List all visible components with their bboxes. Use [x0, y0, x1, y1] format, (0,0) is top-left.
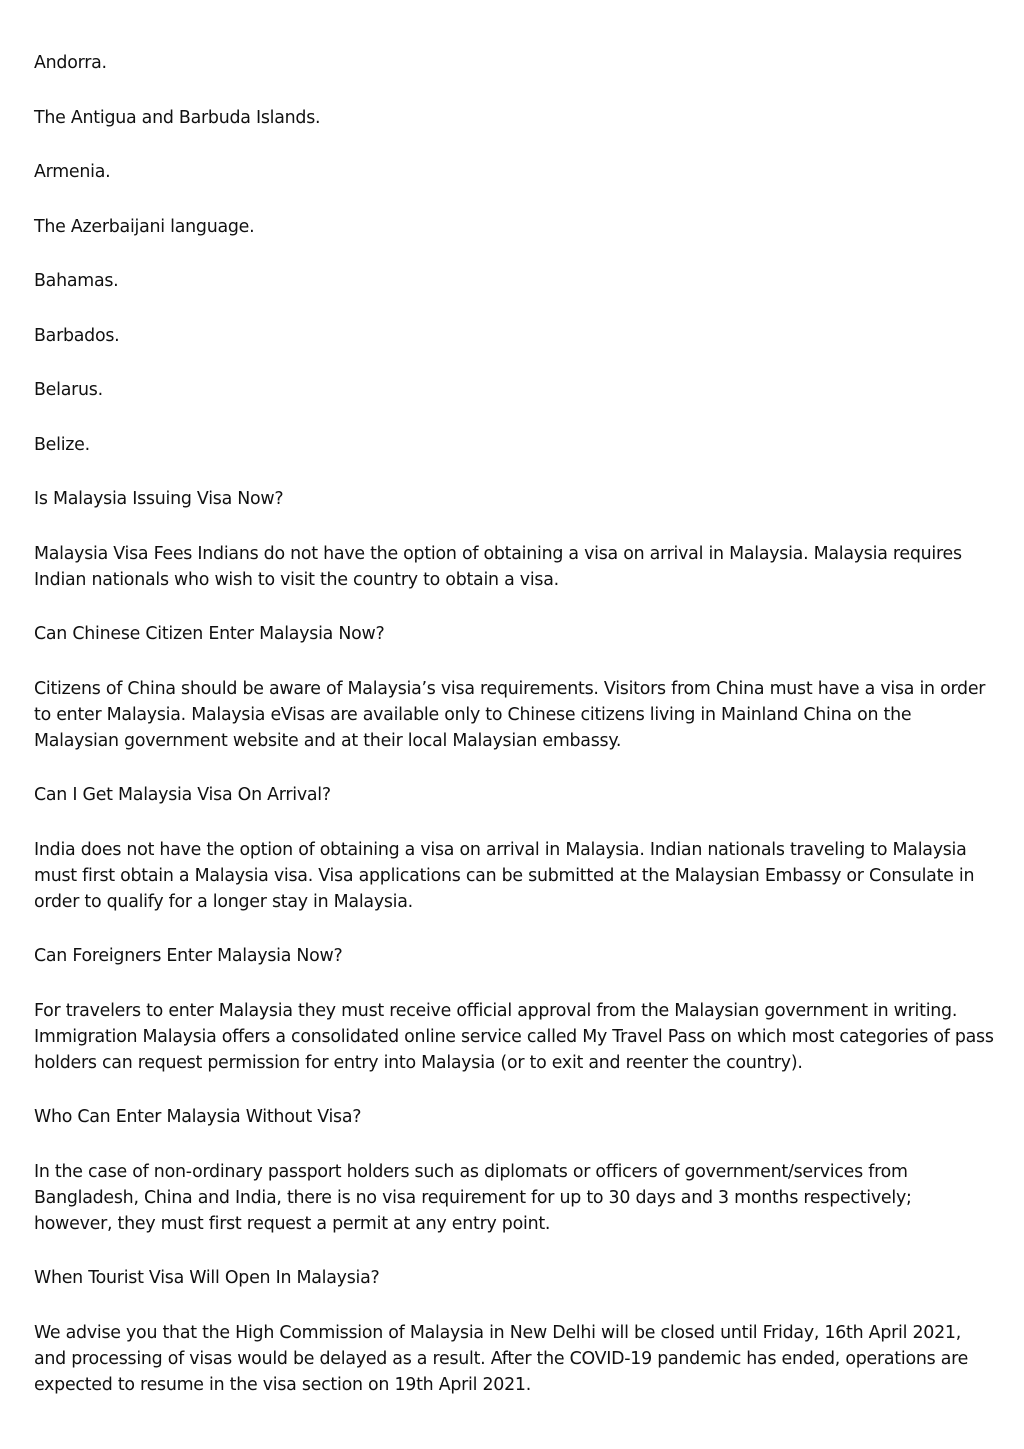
- answer-without-visa: In the case of non-ordinary passport holders such as diplomats or officers of government/services from Bangladesh, China and India, there is no visa requirement for up to 30 days and 3 months respectively; however, they must first request a permit at any entry point.: [34, 1161, 912, 1234]
- question-foreigners-enter: Can Foreigners Enter Malaysia Now?: [34, 946, 343, 966]
- answer-foreigners-enter: For travelers to enter Malaysia they must receive official approval from the Malaysian government in writing. Immigration Malaysia offers a consolidated online service called My Travel Pass on which most categories of pass holders can request permission for entry into Malaysia (or to exit and reenter the country).: [34, 1000, 994, 1073]
- answer-visa-on-arrival: India does not have the option of obtaining a visa on arrival in Malaysia. Indian nationals traveling to Malaysia must first obtain a Malaysia visa. Visa applications can be submitted at the Malaysian Embassy or Consulate in order to qualify for a longer stay in Malaysia.: [34, 839, 975, 912]
- answer-tourist-visa-open: We advise you that the High Commission of Malaysia in New Delhi will be closed until Friday, 16th April 2021, and processing of visas would be delayed as a result. After the COVID-19 pandemic has ended, operations are expected to resume in the visa section on 19th April 2021.: [34, 1322, 969, 1395]
- question-chinese-citizen: Can Chinese Citizen Enter Malaysia Now?: [34, 624, 385, 644]
- paragraph-antigua-barbuda: The Antigua and Barbuda Islands.: [34, 107, 321, 128]
- question-without-visa: Who Can Enter Malaysia Without Visa?: [34, 1107, 362, 1127]
- answer-issuing-visa: Malaysia Visa Fees Indians do not have the option of obtaining a visa on arrival in Malaysia. Malaysia requires Indian nationals who wish to visit the country to obtain a visa.: [34, 543, 962, 590]
- paragraph-belize: Belize.: [34, 434, 90, 455]
- paragraph-barbados: Barbados.: [34, 325, 120, 346]
- document-page: [34, 50, 994, 1426]
- paragraph-armenia: Armenia.: [34, 162, 111, 182]
- paragraph-belarus: Belarus.: [34, 380, 103, 400]
- answer-chinese-citizen: Citizens of China should be aware of Malaysia’s visa requirements. Visitors from China must have a visa in order to enter Malaysia. Malaysia eVisas are available only to Chinese citizens living in Mainland China on the Malaysian government website and at their local Malaysian embassy.: [34, 678, 986, 751]
- question-visa-on-arrival: Can I Get Malaysia Visa On Arrival?: [34, 785, 331, 805]
- question-tourist-visa-open: When Tourist Visa Will Open In Malaysia?: [34, 1268, 380, 1288]
- question-issuing-visa: Is Malaysia Issuing Visa Now?: [34, 489, 284, 509]
- paragraph-azerbaijani: The Azerbaijani language.: [34, 216, 255, 237]
- paragraph-andorra: Andorra.: [34, 53, 107, 73]
- paragraph-bahamas: Bahamas.: [34, 271, 119, 291]
